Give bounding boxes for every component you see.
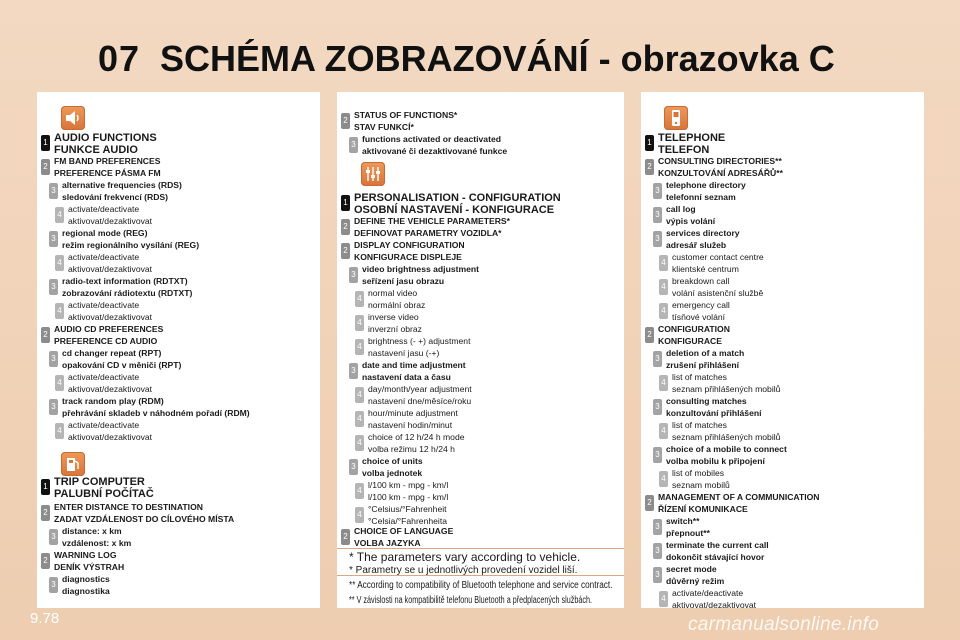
level-badge: 3 [653,399,662,415]
level-badge: 4 [355,507,364,523]
level-badge: 4 [55,207,64,223]
label-english: normal video [368,288,418,298]
menu-item-text [354,526,453,549]
label-english: ENTER DISTANCE TO DESTINATION [54,502,203,512]
level-badge: 1 [341,195,350,211]
level-badge: 4 [659,303,668,319]
menu-item-text [368,504,447,527]
level-badge: 1 [41,135,50,151]
menu-item-text [368,384,472,407]
menu-item-text [362,360,466,383]
label-czech: KONFIGURACE [658,335,722,346]
label-english: activate/deactivate [68,420,140,430]
level-badge: 4 [355,339,364,355]
level-badge: 4 [55,255,64,271]
level-badge: 3 [349,267,358,283]
level-badge: 2 [341,219,350,235]
label-english: emergency call [672,300,730,310]
label-czech: seznam přihlášených mobilů [672,431,781,442]
label-english: TELEPHONE [658,132,726,144]
level-badge: 4 [55,303,64,319]
menu-item-text [54,324,163,347]
label-czech: aktivovat/dezaktivovat [68,215,153,226]
label-english: CONFIGURATION [658,324,730,334]
level-badge: 3 [49,351,58,367]
audio-speaker-icon [61,106,85,130]
menu-item-text [672,468,730,491]
level-badge: 2 [645,159,654,175]
label-czech: KONFIGURACE DISPLEJE [354,251,462,262]
label-czech: ZADAT VZDÁLENOST DO CÍLOVÉHO MÍSTA [54,513,235,524]
level-badge: 3 [653,351,662,367]
label-czech: aktivovat/dezaktivovat [68,431,153,442]
label-english: WARNING LOG [54,550,117,560]
level-badge: 3 [349,137,358,153]
menu-item-text [658,324,730,347]
label-czech: seznam mobilů [672,479,730,490]
label-czech: TELEFON [658,144,710,156]
menu-item-text [672,588,756,611]
label-czech: aktivovat/dezaktivovat [68,311,153,322]
label-english: diagnostics [62,574,110,584]
menu-item-text [658,156,783,179]
label-czech: volba mobilu k připojení [666,455,765,466]
note-parameters-en: * The parameters vary according to vehicle. [349,550,581,564]
chapter-number: 07 [98,38,141,79]
label-czech: konzultování přihlášení [666,407,762,418]
menu-item-text [354,192,561,216]
label-czech: aktivovat/dezaktivovat [672,599,757,610]
label-czech: DENÍK VÝSTRAH [54,561,125,572]
level-badge: 3 [349,363,358,379]
level-badge: 4 [355,411,364,427]
menu-item-text [68,204,152,227]
label-english: list of matches [672,420,727,430]
label-czech: ŘÍZENÍ KOMUNIKACE [658,503,748,514]
label-czech: výpis volání [666,215,716,226]
label-czech: volba jednotek [362,467,423,478]
level-badge: 2 [41,553,50,569]
label-english: alternative frequencies (RDS) [62,180,182,190]
menu-item-text [54,476,154,500]
label-czech: PREFERENCE CD AUDIO [54,335,158,346]
level-badge: 3 [653,519,662,535]
level-badge: 3 [653,231,662,247]
level-badge: 3 [653,567,662,583]
menu-item-text [54,132,157,156]
phone-icon [664,106,688,130]
menu-item-text [666,516,710,539]
label-english: choice of units [362,456,423,466]
menu-item-text [354,216,510,239]
level-badge: 3 [349,459,358,475]
label-english: AUDIO FUNCTIONS [54,132,157,144]
label-czech: normální obraz [368,299,426,310]
menu-item-text [672,276,763,299]
menu-item-text [54,550,124,573]
label-czech: přepnout** [666,527,710,538]
fuel-pump-icon [61,452,85,476]
label-czech: FUNKCE AUDIO [54,144,138,156]
menu-item-text [666,540,769,563]
menu-item-text [362,264,479,287]
menu-item-text [368,336,470,359]
menu-item-text [666,204,715,227]
menu-item-text [672,420,780,443]
menu-item-text [68,420,152,443]
label-english: day/month/year adjustment [368,384,472,394]
label-english: activate/deactivate [68,204,140,214]
menu-item-text [368,312,422,335]
page-header [0,0,960,92]
menu-item-text [368,408,458,431]
level-badge: 4 [55,375,64,391]
label-czech: nastavení hodin/minut [368,419,453,430]
label-english: MANAGEMENT OF A COMMUNICATION [658,492,820,502]
level-badge: 2 [41,327,50,343]
label-czech: tísňové volání [672,311,726,322]
level-badge: 3 [653,447,662,463]
label-english: list of matches [672,372,727,382]
menu-item-text [368,432,465,455]
menu-item-text [68,372,152,395]
menu-item-text [68,300,152,323]
level-badge: 4 [355,387,364,403]
level-badge: 2 [645,495,654,511]
level-badge: 4 [55,423,64,439]
label-czech: přehrávání skladeb v náhodném pořadí (RDM) [62,407,250,418]
label-czech: zobrazování rádiotextu (RDTXT) [62,287,193,298]
label-english: activate/deactivate [68,372,140,382]
menu-item-text [354,110,457,133]
menu-item-text [658,132,725,156]
label-czech: l/100 km - mpg - km/l [368,491,449,502]
level-badge: 2 [41,505,50,521]
label-english: secret mode [666,564,717,574]
label-czech: VOLBA JAZYKA [354,537,421,548]
menu-item-text [672,372,780,395]
level-badge: 2 [341,113,350,129]
label-czech: dokončit stávající hovor [666,551,765,562]
level-badge: 1 [41,479,50,495]
level-badge: 3 [49,529,58,545]
label-czech: vzdálenost: x km [62,537,132,548]
label-czech: režim regionálního vysílání (REG) [62,239,200,250]
label-english: call log [666,204,696,214]
label-czech: KONZULTOVÁNÍ ADRESÁŘŮ** [658,167,783,178]
level-badge: 4 [355,435,364,451]
level-badge: 3 [49,577,58,593]
label-english: DISPLAY CONFIGURATION [354,240,465,250]
label-english: AUDIO CD PREFERENCES [54,324,164,334]
menu-item-text [368,480,448,503]
level-badge: 4 [659,471,668,487]
label-english: TRIP COMPUTER [54,476,145,488]
label-czech: nastavení data a času [362,371,451,382]
watermark: carmanualsonline.info [688,614,880,635]
label-czech: nastavení dne/měsíce/roku [368,395,472,406]
label-czech: důvěrný režim [666,575,725,586]
menu-item-text [54,502,234,525]
label-czech: opakování CD v měniči (RPT) [62,359,182,370]
note-parameters-cz: * Parametry se u jednotlivých provedení vozidel liší. [349,565,578,576]
label-czech: nastavení jasu (-+) [368,347,440,358]
label-czech: PALUBNÍ POČÍTAČ [54,488,154,500]
label-english: date and time adjustment [362,360,466,370]
menu-item-text [68,252,152,275]
level-badge: 3 [49,231,58,247]
menu-item-text [672,252,764,275]
menu-item-text [666,180,746,203]
label-czech: aktivovat/dezaktivovat [68,263,153,274]
notes-divider [337,548,624,549]
label-czech: OSOBNÍ NASTAVENÍ - KONFIGURACE [354,204,555,216]
menu-item-text [362,456,423,479]
level-badge: 4 [659,591,668,607]
menu-item-text [666,228,740,251]
label-czech: STAV FUNKCÍ* [354,121,414,132]
level-badge: 4 [659,375,668,391]
label-english: l/100 km - mpg - km/l [368,480,449,490]
settings-sliders-icon [361,162,385,186]
label-english: DEFINE THE VEHICLE PARAMETERS* [354,216,510,226]
label-english: radio-text information (RDTXT) [62,276,188,286]
label-english: list of mobiles [672,468,725,478]
level-badge: 4 [355,483,364,499]
menu-item-text [62,396,250,419]
label-english: CONSULTING DIRECTORIES** [658,156,782,166]
note-bluetooth-cz: ** V závislosti na kompatibilitě telefonu Bluetooth a předplacených službách. [349,595,592,606]
label-czech: aktivované či dezaktivované funkce [362,145,508,156]
level-badge: 3 [653,207,662,223]
level-badge: 4 [355,291,364,307]
label-english: brightness (- +) adjustment [368,336,471,346]
label-english: switch** [666,516,700,526]
label-english: hour/minute adjustment [368,408,458,418]
page-title: SCHÉMA ZOBRAZOVÁNÍ - obrazovka C [160,38,835,79]
label-english: activate/deactivate [68,300,140,310]
label-english: STATUS OF FUNCTIONS* [354,110,458,120]
label-english: choice of 12 h/24 h mode [368,432,465,442]
menu-item-text [62,276,192,299]
label-english: consulting matches [666,396,747,406]
label-english: choice of a mobile to connect [666,444,787,454]
label-czech: sledování frekvencí (RDS) [62,191,169,202]
menu-item-text [362,134,507,157]
label-english: activate/deactivate [672,588,744,598]
menu-item-text [666,444,787,467]
label-english: services directory [666,228,740,238]
level-badge: 3 [653,183,662,199]
label-english: distance: x km [62,526,122,536]
level-badge: 3 [49,183,58,199]
label-english: customer contact centre [672,252,764,262]
menu-item-text [62,180,182,203]
label-english: FM BAND PREFERENCES [54,156,161,166]
menu-item-text [672,300,730,323]
level-badge: 1 [645,135,654,151]
label-english: functions activated or deactivated [362,134,501,144]
menu-item-text [666,396,762,419]
note-bluetooth-en: ** According to compatibility of Bluetooth telephone and service contract. [349,580,613,591]
menu-item-text [354,240,465,263]
label-czech: inverzní obraz [368,323,422,334]
label-czech: volba režimu 12 h/24 h [368,443,455,454]
label-english: deletion of a match [666,348,745,358]
label-czech: DEFINOVAT PARAMETRY VOZIDLA* [354,227,502,238]
level-badge: 2 [341,529,350,545]
label-english: telephone directory [666,180,746,190]
menu-item-text [658,492,820,515]
label-english: PERSONALISATION - CONFIGURATION [354,192,561,204]
label-czech: klientské centrum [672,263,739,274]
label-czech: °Celsia/°Fahrenheita [368,515,448,526]
label-english: activate/deactivate [68,252,140,262]
label-english: track random play (RDM) [62,396,164,406]
label-english: cd changer repeat (RPT) [62,348,162,358]
page-number: 9.78 [30,610,60,627]
menu-item-text [368,288,425,311]
label-english: video brightness adjustment [362,264,479,274]
menu-item-text [666,348,744,371]
level-badge: 3 [49,279,58,295]
label-english: CHOICE OF LANGUAGE [354,526,454,536]
level-badge: 4 [355,315,364,331]
label-english: °Celsius/°Fahrenheit [368,504,447,514]
label-czech: diagnostika [62,585,110,596]
label-english: regional mode (REG) [62,228,148,238]
label-czech: telefonní seznam [666,191,736,202]
menu-item-text [62,574,110,597]
label-english: terminate the current call [666,540,769,550]
label-czech: adresář služeb [666,239,727,250]
label-czech: seřízení jasu obrazu [362,275,445,286]
label-czech: volání asistenční službě [672,287,764,298]
level-badge: 4 [659,279,668,295]
level-badge: 2 [645,327,654,343]
label-czech: zrušení přihlášení [666,359,740,370]
label-czech: aktivovat/dezaktivovat [68,383,153,394]
label-czech: PREFERENCE PÁSMA FM [54,167,161,178]
label-czech: seznam přihlášených mobilů [672,383,781,394]
level-badge: 4 [659,255,668,271]
level-badge: 2 [341,243,350,259]
menu-item-text [54,156,161,179]
menu-item-text [62,348,181,371]
menu-item-text [666,564,724,587]
level-badge: 3 [49,399,58,415]
label-english: breakdown call [672,276,730,286]
level-badge: 3 [653,543,662,559]
menu-item-text [62,526,131,549]
label-english: inverse video [368,312,419,322]
menu-item-text [62,228,199,251]
level-badge: 4 [659,423,668,439]
level-badge: 2 [41,159,50,175]
